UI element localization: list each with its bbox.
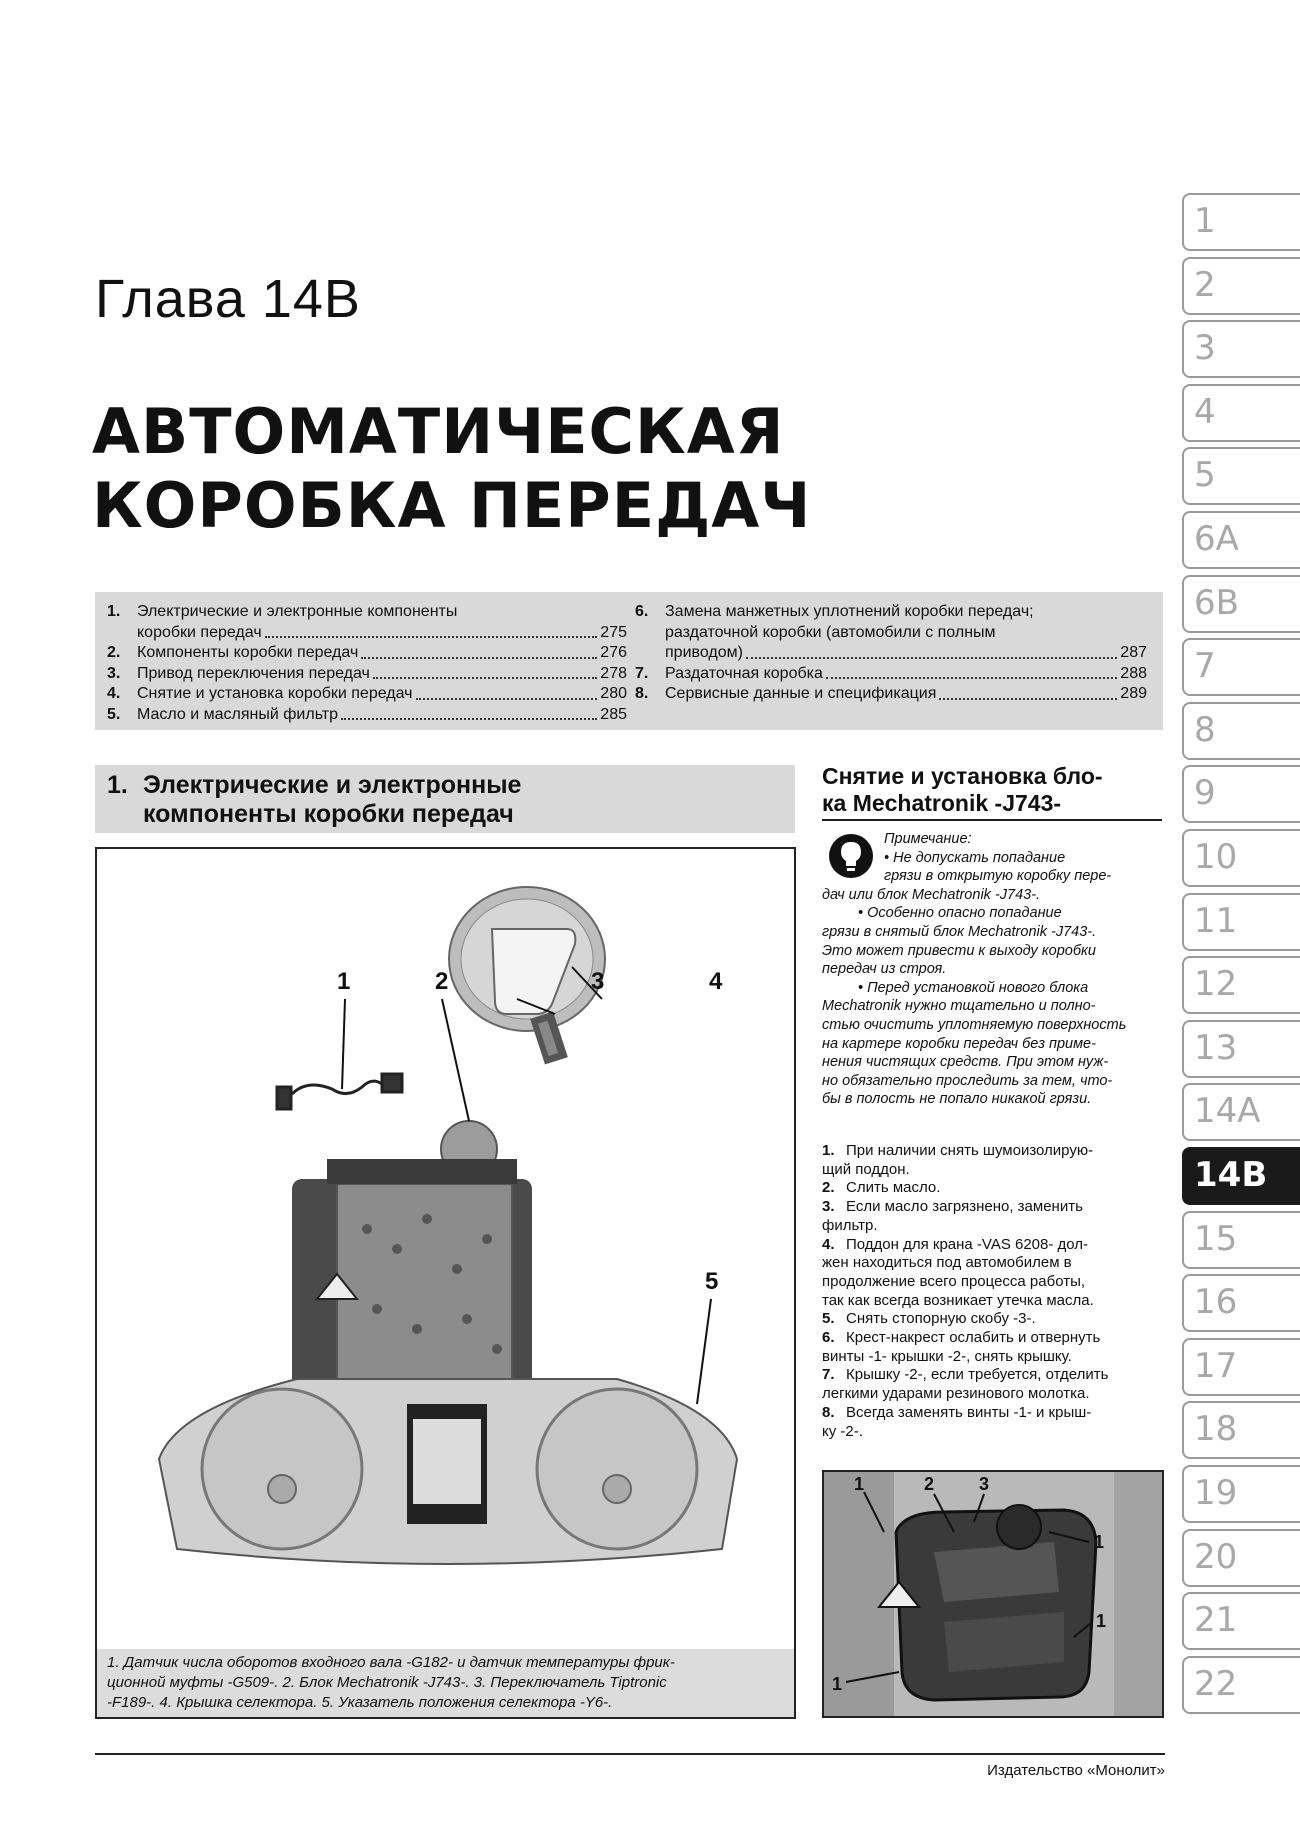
procedure-steps xyxy=(822,1142,1164,1441)
toc-item-text: Компоненты коробки передач xyxy=(137,644,359,661)
step-line: так как всегда возникает утечка масла. xyxy=(822,1291,1094,1309)
step-line: 5. Снять стопорную скобу -3-. xyxy=(822,1310,1036,1328)
toc-item[interactable] xyxy=(107,684,627,705)
figure-caption-line: ционной муфты -G509-. 2. Блок Mechatronik -J743-. 3. Переключатель Tiptronic xyxy=(107,1674,667,1691)
step-line: фильтр. xyxy=(822,1216,878,1234)
note-line: на картере коробки передач без приме- xyxy=(822,1035,1096,1052)
toc-item-text: Масло и масляный фильтр xyxy=(137,705,339,723)
components-illustration xyxy=(97,849,794,1649)
chapter-tab[interactable]: 15 xyxy=(1182,1211,1300,1269)
chapter-tab[interactable]: 6A xyxy=(1182,511,1300,569)
subsection-heading xyxy=(822,763,1162,817)
step-line: 2. Слить масло. xyxy=(822,1179,941,1197)
toc-item-text: Электрические и электронные компоненты xyxy=(137,603,458,620)
note-line: нения чистящих средств. При этом нуж- xyxy=(822,1054,1109,1071)
toc-item[interactable] xyxy=(635,664,1147,685)
note-line: передач из строя. xyxy=(822,961,947,978)
photo-callout: 1 xyxy=(832,1674,843,1694)
toc-item-page: 276 xyxy=(600,644,627,661)
step-line: винты -1- крышки -2-, снять крышку. xyxy=(822,1347,1072,1365)
chapter-tab[interactable]: 8 xyxy=(1182,702,1300,760)
figure-components xyxy=(95,847,796,1719)
toc-item-text: Привод переключения передач xyxy=(137,664,370,682)
toc-item-text: Сервисные данные и спецификация xyxy=(665,685,937,702)
chapter-tab[interactable]: 11 xyxy=(1182,893,1300,951)
toc-item[interactable] xyxy=(635,602,1147,664)
toc-item-text: раздаточной коробки (автомобили с полным xyxy=(665,623,996,641)
toc-item-number: 6. xyxy=(635,603,649,620)
mechatronik-block-illustration xyxy=(292,1121,532,1389)
figure-callout: 1 xyxy=(337,968,351,995)
toc-item[interactable] xyxy=(635,684,1147,705)
section-title-line: компоненты коробки передач xyxy=(143,800,514,828)
note-line: но обязательно проследить за тем, что- xyxy=(822,1072,1113,1089)
step-line: 4. Поддон для крана -VAS 6208- дол- xyxy=(822,1235,1089,1253)
chapter-label: Глава 14В xyxy=(95,269,361,329)
chapter-tab[interactable]: 22 xyxy=(1182,1656,1300,1714)
note-line: Это может привести к выходу коробки xyxy=(822,942,1096,959)
chapter-tab[interactable]: 7 xyxy=(1182,638,1300,696)
chapter-tab[interactable]: 18 xyxy=(1182,1401,1300,1459)
figure-callout: 2 xyxy=(435,968,449,995)
chapter-tab[interactable]: 9 xyxy=(1182,765,1300,823)
chapter-tab[interactable]: 6B xyxy=(1182,575,1300,633)
section-heading xyxy=(95,765,795,833)
figure-callout: 5 xyxy=(705,1268,719,1295)
note-line: стью очистить уплотняемую поверхность xyxy=(822,1016,1127,1033)
speed-sensor-illustration xyxy=(277,1074,402,1109)
chapter-tab[interactable]: 16 xyxy=(1182,1274,1300,1332)
note-line: дач или блок Mechatronik -J743-. xyxy=(822,886,1041,903)
toc-item-page: 275 xyxy=(600,623,627,641)
step-line: щий поддон. xyxy=(822,1160,910,1178)
step-line: 6. Крест-накрест ослабить и отвернуть xyxy=(822,1329,1101,1347)
chapter-tab[interactable]: 5 xyxy=(1182,447,1300,505)
toc-item-number: 4. xyxy=(107,685,121,702)
note-line: • Особенно опасно попадание xyxy=(858,905,1062,922)
note-line: • Перед установкой нового блока xyxy=(858,979,1089,996)
subsection-heading-line: ка Mechatronik -J743- xyxy=(822,790,1062,816)
note-line: Mechatronik нужно тщательно и полно- xyxy=(822,998,1096,1015)
note-line: грязи в снятый блок Mechatronik -J743-. xyxy=(822,923,1097,940)
chapter-title-line: АВТОМАТИЧЕСКАЯ xyxy=(92,395,785,468)
toc-item-number: 7. xyxy=(635,664,649,682)
photo-callout: 1 xyxy=(1094,1532,1105,1552)
figure-callout: 3 xyxy=(591,968,605,995)
note-block xyxy=(822,830,1164,1109)
toc-item-page: 285 xyxy=(600,705,627,723)
footer-rule xyxy=(95,1753,1165,1755)
toc-item[interactable] xyxy=(107,664,627,685)
step-line: 1. При наличии снять шумоизолирую- xyxy=(822,1142,1094,1159)
toc-column-right xyxy=(635,602,1147,705)
toc-item-number: 2. xyxy=(107,644,121,661)
step-line: продолжение всего процесса работы, xyxy=(822,1272,1086,1290)
chapter-tab[interactable]: 21 xyxy=(1182,1592,1300,1650)
chapter-tab[interactable]: 14A xyxy=(1182,1083,1300,1141)
chapter-tab[interactable]: 17 xyxy=(1182,1338,1300,1396)
step-line: 8. Всегда заменять винты -1- и крыш- xyxy=(822,1403,1092,1421)
toc-item-page: 289 xyxy=(1120,685,1147,702)
section-number: 1. xyxy=(107,771,128,799)
chapter-tab[interactable]: 10 xyxy=(1182,829,1300,887)
table-of-contents xyxy=(95,592,1163,730)
toc-column-left xyxy=(107,602,627,725)
figure-caption-line: -F189-. 4. Крышка селектора. 5. Указатель положения селектора -Y6-. xyxy=(107,1694,613,1711)
figure-caption xyxy=(97,1649,794,1717)
instrument-cluster-illustration xyxy=(159,1379,737,1564)
note-line: бы в полость не попало никакой грязи. xyxy=(822,1091,1092,1108)
toc-item[interactable] xyxy=(107,705,627,726)
heading-rule xyxy=(822,819,1162,821)
toc-item-page: 287 xyxy=(1120,644,1147,661)
toc-item-number: 8. xyxy=(635,685,649,702)
chapter-title-line: КОРОБКА ПЕРЕДАЧ xyxy=(92,469,812,542)
chapter-tab[interactable]: 20 xyxy=(1182,1529,1300,1587)
toc-item-number: 5. xyxy=(107,705,121,723)
toc-item-page: 278 xyxy=(600,664,627,682)
toc-item-text: приводом) xyxy=(665,644,743,661)
chapter-tab[interactable]: 1 xyxy=(1182,193,1300,251)
toc-item-text: коробки передач xyxy=(137,623,262,641)
step-line: жен находиться под автомобилем в xyxy=(822,1254,1072,1272)
section-title-line: Электрические и электронные xyxy=(143,771,522,799)
photo-callout: 2 xyxy=(924,1474,935,1494)
chapter-tab[interactable]: 12 xyxy=(1182,956,1300,1014)
subsection-heading-line: Снятие и установка бло- xyxy=(822,763,1103,789)
photo-callout: 3 xyxy=(979,1474,990,1494)
chapter-tab[interactable]: 3 xyxy=(1182,320,1300,378)
toc-item[interactable] xyxy=(107,643,627,664)
selector-cover-illustration xyxy=(449,887,605,1031)
note-line: грязи в открытую коробку пере- xyxy=(884,868,1112,885)
chapter-tab[interactable]: 13 xyxy=(1182,1020,1300,1078)
chapter-tab[interactable]: 2 xyxy=(1182,257,1300,315)
figure-callout: 4 xyxy=(709,968,723,995)
step-line: 3. Если масло загрязнено, заменить xyxy=(822,1198,1083,1216)
chapter-tab[interactable]: 4 xyxy=(1182,384,1300,442)
chapter-tab[interactable]: 14B xyxy=(1182,1147,1300,1205)
chapter-tab[interactable]: 19 xyxy=(1182,1465,1300,1523)
toc-item-number: 1. xyxy=(107,603,121,620)
toc-item-text: Замена манжетных уплотнений коробки передач; xyxy=(665,603,1034,620)
step-line: 7. Крышку -2-, если требуется, отделить xyxy=(822,1366,1109,1384)
photo-callout: 1 xyxy=(854,1474,865,1494)
publisher-name: Издательство «Монолит» xyxy=(987,1762,1165,1779)
step-line: легкими ударами резинового молотка. xyxy=(822,1385,1090,1403)
toc-item-page: 288 xyxy=(1120,664,1147,682)
note-line: Примечание: xyxy=(884,831,972,847)
toc-item-text: Снятие и установка коробки передач xyxy=(137,685,413,702)
toc-item-page: 280 xyxy=(600,685,627,702)
toc-item-number: 3. xyxy=(107,664,121,682)
photo-callout: 1 xyxy=(1096,1611,1107,1631)
toc-item[interactable] xyxy=(107,602,627,643)
note-line: • Не допускать попадание xyxy=(884,849,1066,866)
gearbox-photo xyxy=(822,1470,1164,1718)
step-line: ку -2-. xyxy=(822,1422,863,1440)
chapter-title xyxy=(92,395,811,543)
figure-caption-line: 1. Датчик числа оборотов входного вала -G182- и датчик температуры фрик- xyxy=(107,1654,675,1671)
gearbox-pan-illustration xyxy=(824,1472,1162,1716)
toc-item-text: Раздаточная коробка xyxy=(665,664,823,682)
